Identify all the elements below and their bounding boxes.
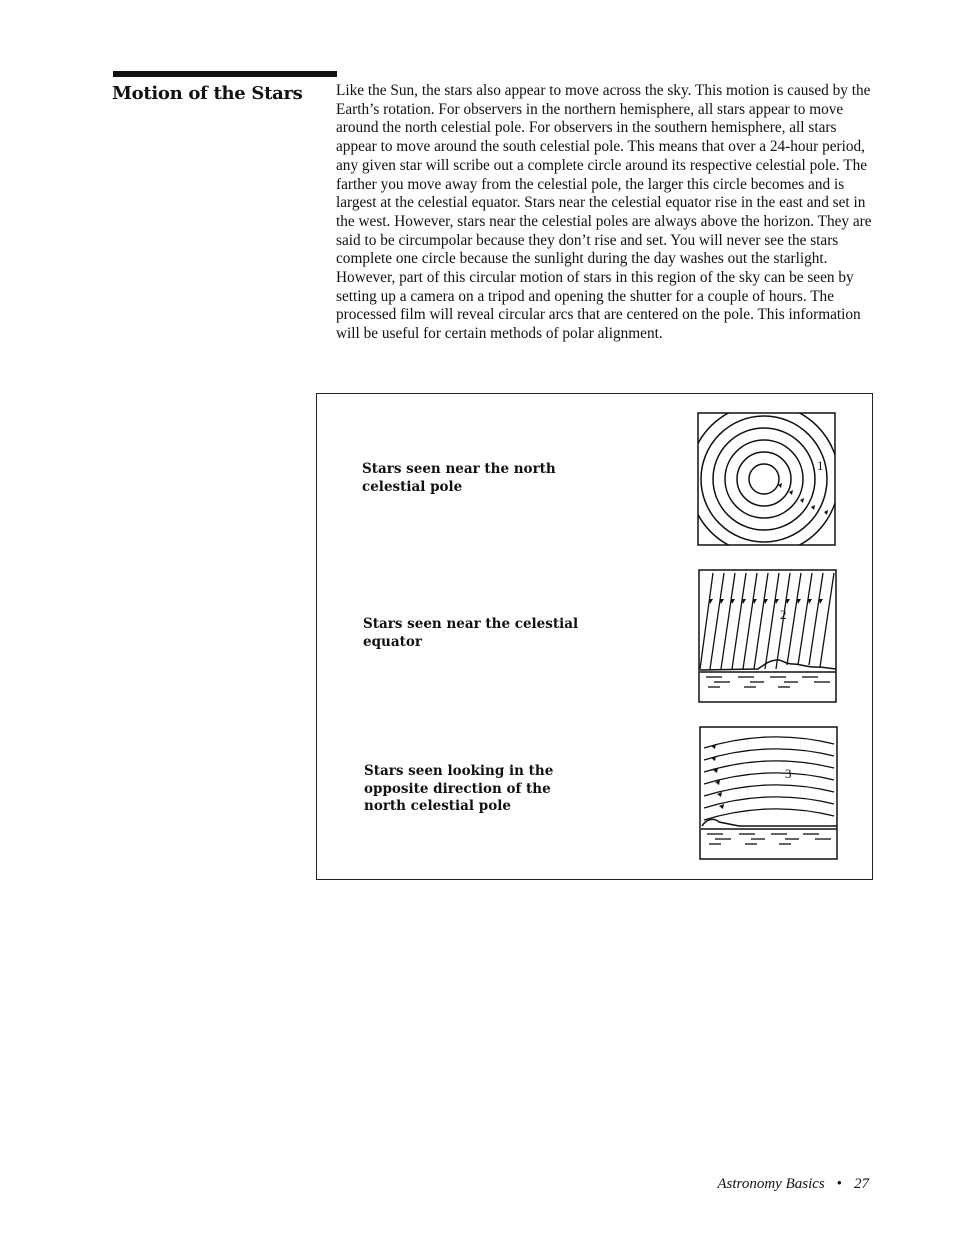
body-paragraph: Like the Sun, the stars also appear to move across the sky. This motion is caused by the Earth’s rotation. For observers in the northern hemisphere, all stars appear to move around the north celestial pole. For observers in the southern hemisphere, all stars appear to move around the south celestial pole. This means that over a 24-hour period, any given star will scribe out a complete circle around its respective celestial pole. The farther you move away from the celestial pole, the larger this circle becomes and is largest at the celestial equator. Stars near the celestial equator rise in the east and set in the west. However, stars near the celestial poles are always above the horizon. They are said to be circumpolar because they don’t rise and set. You will never see the stars complete one circle because the sunlight during the day washes out the starlight. However, part of this circular motion of stars in this region of the sky can be seen by setting up a camera on a tripod and opening the shutter for a couple of hours. The processed film will reveal circular arcs that are centered on the pole. This information will be useful for certain methods of polar alignment.: [336, 82, 872, 343]
footer-separator: •: [836, 1176, 842, 1192]
opposite-direction-trails-panel: [699, 726, 839, 860]
section-title: Motion of the Stars: [112, 83, 303, 104]
section-rule: [113, 71, 337, 77]
caption-celestial-equator: Stars seen near the celestial equator: [363, 616, 579, 650]
panel-number-1: 1: [817, 458, 824, 473]
caption-north-pole: Stars seen near the north celestial pole: [362, 461, 556, 495]
panel-number-2: 2: [780, 607, 787, 622]
star-motion-figure: [316, 393, 873, 880]
footer-page-number: 27: [854, 1176, 869, 1192]
panel-number-3: 3: [785, 766, 792, 781]
page-footer: [717, 1176, 869, 1193]
footer-book-title: Astronomy Basics: [717, 1176, 825, 1192]
circumpolar-trails-panel: [697, 412, 837, 546]
equatorial-trails-panel: [698, 569, 838, 703]
caption-opposite-direction: Stars seen looking in the opposite direction of the north celestial pole: [364, 763, 554, 814]
